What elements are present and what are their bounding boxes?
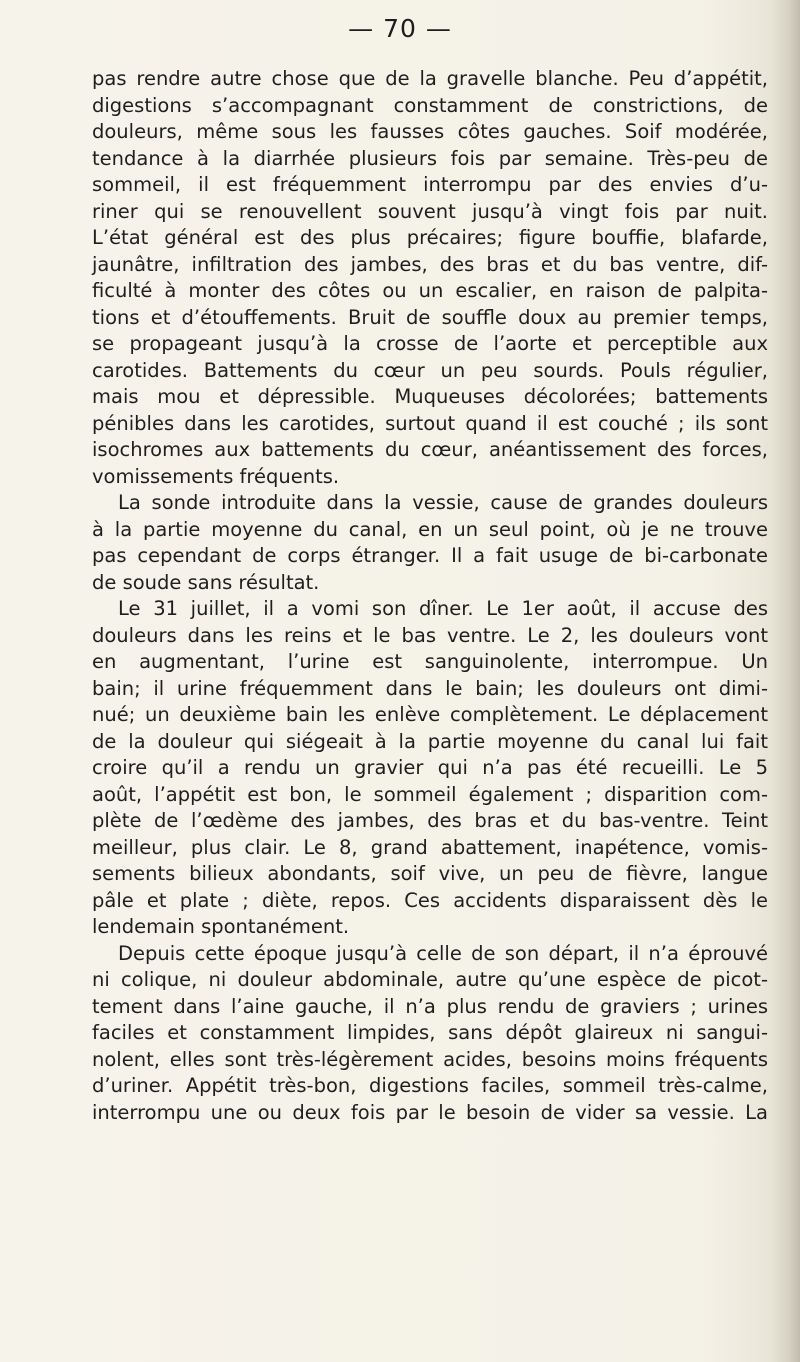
text-line: douleurs, même sous les fausses côtes gauches. Soif modérée, bbox=[92, 120, 768, 143]
paragraph bbox=[92, 941, 768, 1127]
text-line: d’uriner. Appétit très-bon, digestions faciles, sommeil très-calme, bbox=[92, 1074, 768, 1097]
text-line: lendemain spontanément. bbox=[92, 915, 350, 938]
text-line: nolent, elles sont très-légèrement acides, besoins moins fréquents bbox=[92, 1047, 768, 1071]
text-line: Depuis cette époque jusqu’à celle de son départ, il n’a éprouvé bbox=[118, 941, 768, 965]
body-text bbox=[92, 66, 768, 1126]
text-line: tement dans l’aine gauche, il n’a plus rendu de graviers ; urines bbox=[92, 994, 768, 1018]
paragraph bbox=[92, 596, 768, 941]
text-line: L’état général est des plus précaires; figure bouffie, blafarde, bbox=[92, 226, 768, 249]
text-line: carotides. Battements du cœur un peu sourds. Pouls régulier, bbox=[92, 358, 768, 382]
text-line: douleurs dans les reins et le bas ventre. Le 2, les douleurs vont bbox=[92, 623, 768, 647]
text-line: ni colique, ni douleur abdominale, autre qu’une espèce de picot- bbox=[92, 968, 768, 991]
text-line: digestions s’accompagnant constamment de constrictions, de bbox=[92, 93, 768, 117]
text-line: tions et d’étouffements. Bruit de souffle doux au premier temps, bbox=[92, 305, 768, 329]
text-line: plète de l’œdème des jambes, des bras et du bas-ventre. Teint bbox=[92, 809, 768, 832]
page-number: — 70 — bbox=[348, 14, 452, 43]
paragraph bbox=[92, 490, 768, 596]
text-line: pas rendre autre chose que de la gravelle blanche. Peu d’appétit, bbox=[92, 67, 768, 90]
text-line: se propageant jusqu’à la crosse de l’aorte et perceptible aux bbox=[92, 332, 768, 355]
text-line: pâle et plate ; diète, repos. Ces accidents disparaissent dès le bbox=[92, 888, 768, 912]
text-line: mais mou et dépressible. Muqueuses décolorées; battements bbox=[92, 385, 768, 408]
text-line: tendance à la diarrhée plusieurs fois par semaine. Très-peu de bbox=[92, 146, 768, 170]
text-line: interrompu une ou deux fois par le besoin de vider sa vessie. La bbox=[92, 1100, 768, 1124]
text-line: vomissements fréquents. bbox=[92, 464, 340, 488]
text-line: jaunâtre, infiltration des jambes, des bras et du bas ventre, dif- bbox=[92, 252, 768, 276]
text-line: de la douleur qui siégeait à la partie moyenne du canal lui fait bbox=[92, 729, 768, 753]
text-line: bain; il urine fréquemment dans le bain; les douleurs ont dimi- bbox=[92, 676, 768, 700]
text-line: meilleur, plus clair. Le 8, grand abattement, inapétence, vomis- bbox=[92, 835, 768, 859]
text-line: ficulté à monter des côtes ou un escalier, en raison de palpita- bbox=[92, 279, 768, 302]
text-line: à la partie moyenne du canal, en un seul point, où je ne trouve bbox=[92, 517, 768, 541]
text-line: pas cependant de corps étranger. Il a fait usuge de bi-carbonate bbox=[92, 544, 768, 567]
page-edge-shadow bbox=[772, 0, 800, 1362]
text-line: pénibles dans les carotides, surtout quand il est couché ; ils sont bbox=[92, 411, 768, 435]
text-line: en augmentant, l’urine est sanguinolente, interrompue. Un bbox=[92, 650, 768, 673]
text-line: Le 31 juillet, il a vomi son dîner. Le 1er août, il accuse des bbox=[118, 597, 768, 620]
text-line: La sonde introduite dans la vessie, cause de grandes douleurs bbox=[118, 491, 768, 514]
text-line: nué; un deuxième bain les enlève complètement. Le déplacement bbox=[92, 703, 768, 726]
text-line: isochromes aux battements du cœur, anéantissement des forces, bbox=[92, 438, 768, 461]
text-line: croire qu’il a rendu un gravier qui n’a pas été recueilli. Le 5 bbox=[92, 756, 768, 779]
text-line: sommeil, il est fréquemment interrompu par des envies d’u- bbox=[92, 173, 768, 196]
text-line: août, l’appétit est bon, le sommeil également ; disparition com- bbox=[92, 782, 768, 806]
text-line: de soude sans résultat. bbox=[92, 570, 320, 594]
paragraph bbox=[92, 66, 768, 490]
text-line: faciles et constamment limpides, sans dépôt glaireux ni sangui- bbox=[92, 1021, 768, 1044]
text-line: riner qui se renouvellent souvent jusqu’à vingt fois par nuit. bbox=[92, 199, 768, 223]
text-line: sements bilieux abondants, soif vive, un peu de fièvre, langue bbox=[92, 862, 768, 885]
